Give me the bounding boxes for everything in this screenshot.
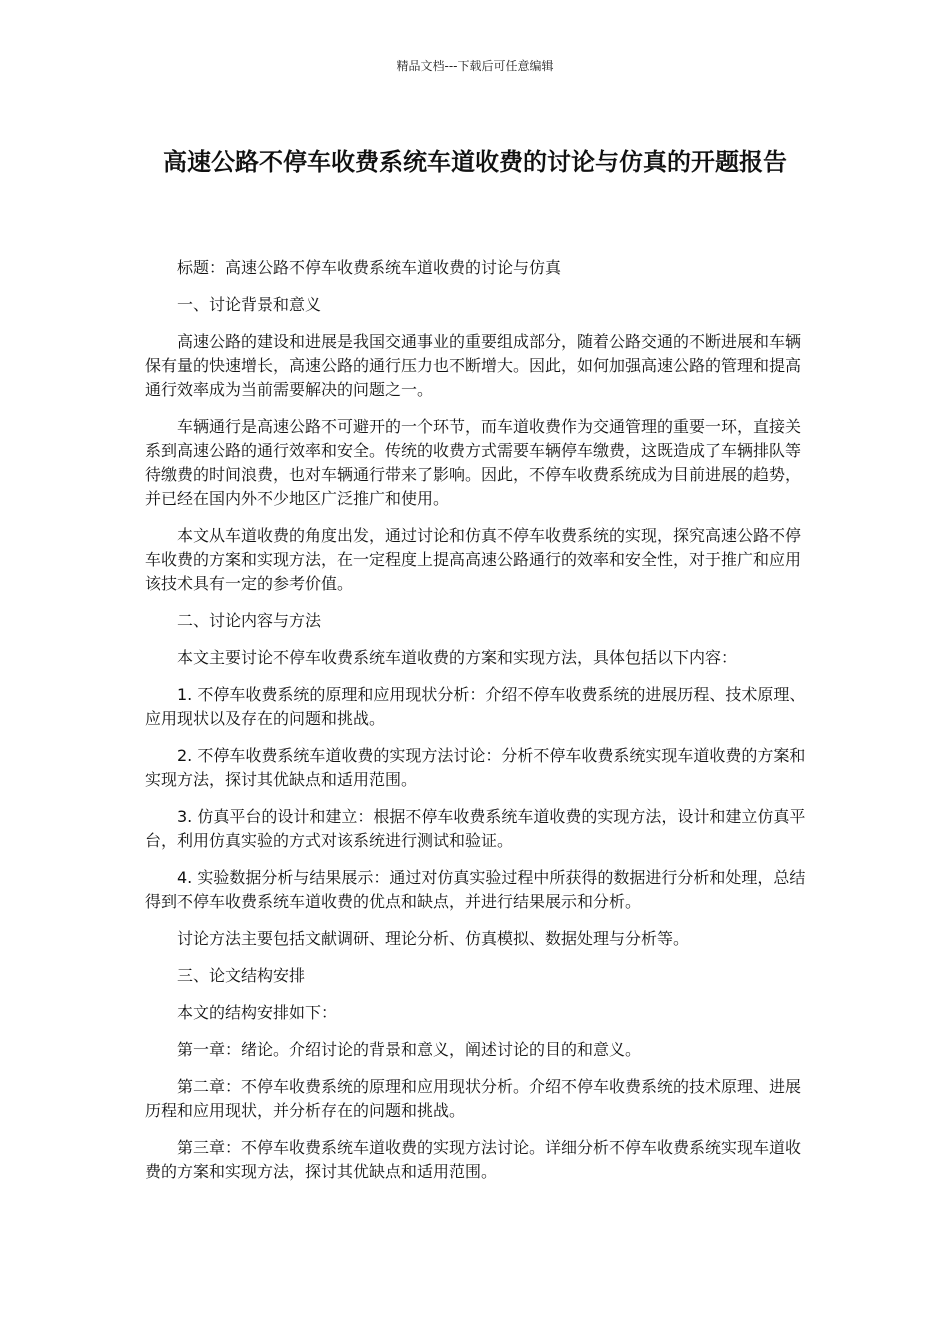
list-item: 4. 实验数据分析与结果展示：通过对仿真实验过程中所获得的数据进行分析和处理，总结得到不停车收费系统车道收费的优点和缺点，并进行结果展示和分析。 <box>145 868 806 911</box>
paragraph: 讨论方法主要包括文献调研、理论分析、仿真模拟、数据处理与分析等。 <box>177 929 690 948</box>
document-title: 高速公路不停车收费系统车道收费的讨论与仿真的开题报告 <box>163 148 787 176</box>
section-heading-content-method: 二、讨论内容与方法 <box>177 611 322 630</box>
paragraph: 高速公路的建设和进展是我国交通事业的重要组成部分，随着公路交通的不断进展和车辆保有量的快速增长，高速公路的通行压力也不断增大。因此，如何加强高速公路的管理和提高通行效率成为当前需要解决的问题之一。 <box>145 332 802 399</box>
chapter-item: 第二章：不停车收费系统的原理和应用现状分析。介绍不停车收费系统的技术原理、进展历程和应用现状，并分析存在的问题和挑战。 <box>145 1077 802 1120</box>
paragraph: 车辆通行是高速公路不可避开的一个环节，而车道收费作为交通管理的重要一环，直接关系到高速公路的通行效率和安全。传统的收费方式需要车辆停车缴费，这既造成了车辆排队等待缴费的时间浪费，也对车辆通行带来了影响。因此，不停车收费系统成为目前进展的趋势，并已经在国内外不少地区广泛推广和使用。 <box>145 417 802 508</box>
list-item: 1. 不停车收费系统的原理和应用现状分析：介绍不停车收费系统的进展历程、技术原理、应用现状以及存在的问题和挑战。 <box>145 685 806 728</box>
paragraph: 本文的结构安排如下： <box>177 1003 338 1022</box>
list-item: 3. 仿真平台的设计和建立：根据不停车收费系统车道收费的实现方法，设计和建立仿真平台，利用仿真实验的方式对该系统进行测试和验证。 <box>145 807 806 850</box>
page-header: 精品文档---下载后可任意编辑 <box>396 59 554 73</box>
section-heading-background: 一、讨论背景和意义 <box>177 295 322 314</box>
paragraph: 本文从车道收费的角度出发，通过讨论和仿真不停车收费系统的实现，探究高速公路不停车收费的方案和实现方法，在一定程度上提高高速公路通行的效率和安全性，对于推广和应用该技术具有一定的参考价值。 <box>145 526 802 593</box>
paragraph-subject: 标题：高速公路不停车收费系统车道收费的讨论与仿真 <box>177 258 562 277</box>
list-item: 2. 不停车收费系统车道收费的实现方法讨论：分析不停车收费系统实现车道收费的方案和实现方法，探讨其优缺点和适用范围。 <box>145 746 806 789</box>
chapter-item: 第三章：不停车收费系统车道收费的实现方法讨论。详细分析不停车收费系统实现车道收费的方案和实现方法，探讨其优缺点和适用范围。 <box>145 1138 802 1181</box>
paragraph: 本文主要讨论不停车收费系统车道收费的方案和实现方法，具体包括以下内容： <box>177 648 738 667</box>
document-body <box>145 256 807 1197</box>
chapter-item: 第一章：绪论。介绍讨论的背景和意义，阐述讨论的目的和意义。 <box>177 1040 642 1059</box>
section-heading-structure: 三、论文结构安排 <box>177 966 306 985</box>
